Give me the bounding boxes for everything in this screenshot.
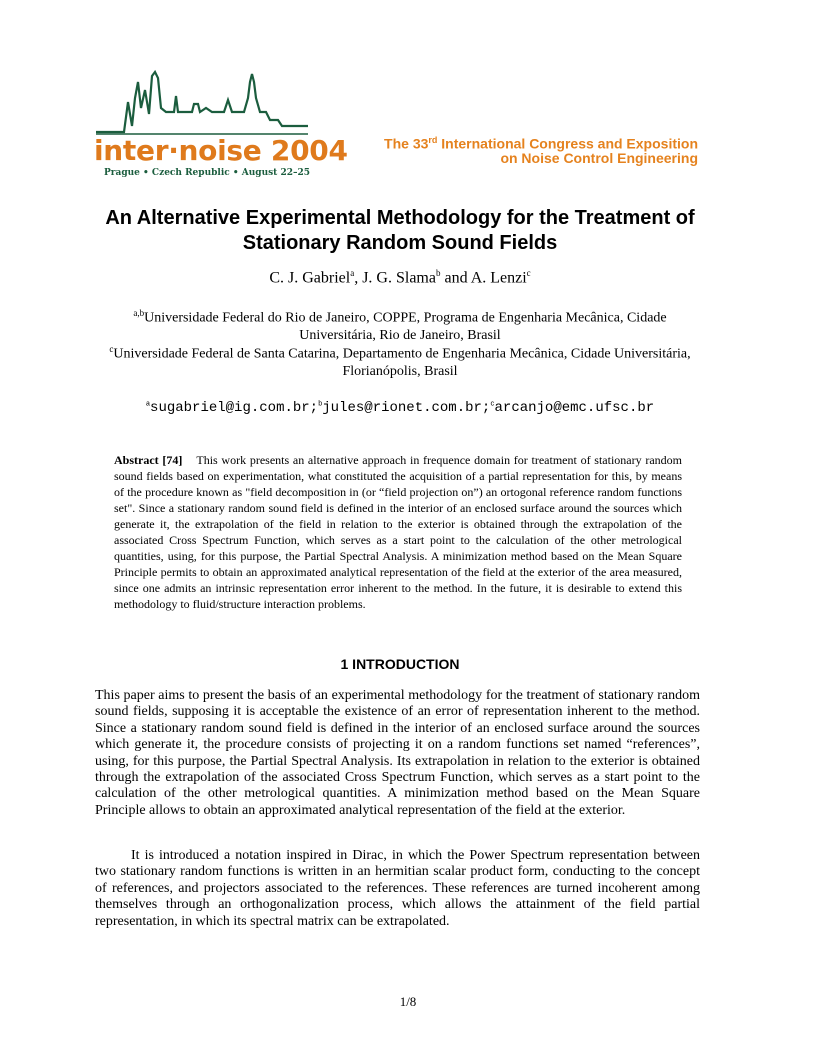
prague-skyline-icon [94, 68, 310, 138]
body-paragraph: This paper aims to present the basis of an experimental methodology for the treatment of stationary random sound fields, supposing it is acceptable the existence of an error of representation inherent to the method. Since a stationary random sound field is defined in the interior of an enclosed surface around the sources which generate it, the procedure consists of projecting it on a random functions set named “references”, using, for this purpose, the Partial Spectral Analysis. Its extrapolation in relation to the exterior is obtained through the extrapolation of the associated Cross Spectrum Function, which serves as a start point to the calculation of the other metrological quantities. A minimization method based on the Mean Square Principle allows to obtain an approximated analytical representation of the field at the exterior. [95, 688, 700, 818]
abstract-text: This work presents an alternative approach in frequence domain for treatment of stationary random sound fields based on experimentation, what constituted the acquisition of a partial representation for this, by means of the procedure known as "field decomposition in (or “field projection on”) an ortogonal reference random functions set". Since a stationary random sound field is defined in the interior of an enclosed surface around the sources which generate it, the extrapolation of the field in relation to the exterior is obtained through the extrapolation of the associated Cross Spectrum Function, which serves as a start point to the calculation of the other metrological quantities, using, for this purpose, the Partial Spectral Analysis. A minimization method based on the Mean Square Principle permits to obtain an approximated analytical representation of the field at the exterior of the area measured, since one admits an intrinsic representation error inherent to the method. In the future, it is desirable to extend this methodology to fluid/structure interaction problems. [114, 453, 682, 611]
congress-title-line1: The 33rd International Congress and Exposition [384, 135, 698, 152]
author-list: C. J. Gabriel$^a$, J. G. Slama$^b$ and A. Lenzi$^c$ [269, 268, 531, 287]
email-link[interactable]: sugabriel@ig.com.br; [150, 400, 319, 416]
affiliation: $^c$Universidade Federal de Santa Catarina, Departamento de Engenharia Mecânica, Cidade Universitária, Florianópolis, Brasil [109, 344, 691, 379]
page-number: 1/8 [399, 994, 417, 1009]
affiliation: $^{a,b}$Universidade Federal do Rio de Janeiro, COPPE, Programa de Engenharia Mecânica, Cidade Universitária, Rio de Janeiro, Brasil [133, 308, 667, 343]
logo-wordmark: inter·noise 2004 [94, 134, 348, 167]
abstract [114, 452, 682, 612]
email-link[interactable]: arcanjo@emc.ufsc.br [494, 400, 655, 416]
email-list: $^a$sugabriel@ig.com.br;$^b$jules@rionet.com.br;$^c$arcanjo@emc.ufsc.br [145, 400, 655, 416]
logo-tagline: Prague • Czech Republic • August 22–25 [104, 168, 311, 178]
body-paragraph: It is introduced a notation inspired in Dirac, in which the Power Spectrum representation between two stationary random functions is written in an hermitian scalar product form, conducting to the concept of references, and projectors associated to the references. These references are turned incoherent among themselves through an orthogonalization process, which allows the attainment of the field partial representation, in which its spectral matrix can be extrapolated. [95, 848, 700, 929]
conference-logo [94, 68, 348, 180]
email-link[interactable]: jules@rionet.com.br; [322, 400, 491, 416]
paper-title: An Alternative Experimental Methodology for the Treatment of Stationary Random Sound Fields [105, 207, 695, 254]
congress-title-line2: on Noise Control Engineering [500, 150, 698, 166]
section-heading: 1 INTRODUCTION [340, 656, 460, 672]
abstract-label: Abstract [74] [114, 453, 183, 467]
